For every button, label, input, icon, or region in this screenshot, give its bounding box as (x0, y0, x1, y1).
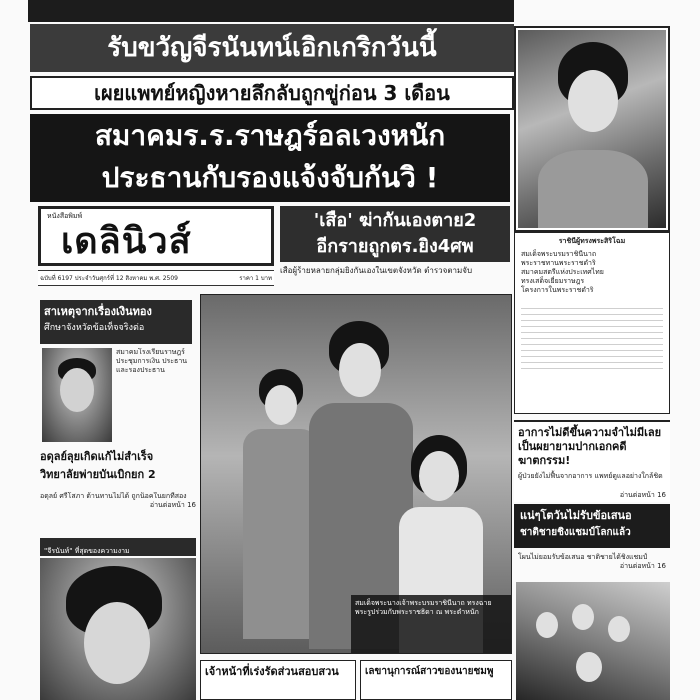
left-story-1-body: สมาคมโรงเรียนราษฎร์ ประชุมการเงิน ประธานและรองประธาน (116, 348, 188, 374)
left-story-1-head-b: ศึกษาจังหวัดข้อเท็จจริงต่อ (44, 323, 145, 333)
right-story-3-head-a: แน่ๆโตวันไม่รับข้อเสนอ (520, 509, 632, 522)
headline-1-bar (30, 24, 514, 72)
left-story-3-caption: "จีรนันท์" ที่สุดของความงาม (44, 547, 130, 555)
headline-3b: ประธานกับรองแจ้งจับกันวิ ! (101, 161, 439, 194)
right-story-2-ref: อ่านต่อหน้า 16 (619, 491, 666, 499)
royal-photo-frame (200, 294, 512, 654)
left-story-1-head-a: สาเหตุจากเรื่องเงินทอง (44, 305, 152, 318)
masthead-issue-bar (38, 270, 274, 286)
right-list-item: ทรงเสด็จเยี่ยมราษฎร (521, 277, 585, 285)
group-photo-bottom-right (516, 582, 670, 700)
tiger-head-line1: 'เสือ' ฆ่ากันเองตาย2 (313, 210, 477, 231)
headline-2-box (30, 76, 514, 110)
right-story-3-text: โผนไม่ยอมรับข้อเสนอ ชาติชายได้ชิงแชมป์ (518, 553, 648, 561)
queen-portrait-frame (514, 26, 670, 232)
right-list (515, 246, 669, 299)
masthead-title: เดลินิวส์ (61, 220, 192, 262)
bottom-story-2-box (360, 660, 512, 700)
left-story-2-head-a: อดุลย์ลุยเกิดแก้ไม่สำเร็จ (40, 450, 154, 463)
royal-photo-caption: สมเด็จพระนางเจ้าพระบรมราชินีนาถ ทรงฉายพระรูปร่วมกับพระราชธิดา ณ พระตำหนัก (355, 599, 492, 616)
left-story-3-caption-bar (40, 538, 196, 556)
right-story-2-body: ผู้ป่วยยังไม่ฟื้นจากอาการ แพทย์ดูแลอย่างใกล้ชิด (518, 472, 663, 480)
headline-3a: สมาคมร.ร.ราษฎร์อลเวงหนัก (94, 119, 446, 152)
tiger-headline-box (280, 206, 510, 262)
right-top-caption: ราชินีผู้ทรงพระสิริโฉม (558, 237, 626, 245)
left-story-2-text: อดุลย์ ศรีโสภา ต้านทานไม่ได้ ถูกน็อคในยกที่สอง (40, 492, 187, 500)
headline-1: รับขวัญจีรนันทน์เอิกเกริกวันนี้ (107, 33, 437, 63)
right-story-3-head-b: ชาติชายชิงแชมป์โลกแล้ว (520, 527, 631, 538)
right-story-2 (514, 420, 670, 502)
tiger-head-line2: อีกรายถูกตร.ยิง4ศพ (316, 236, 474, 257)
bottom-story-1-box (200, 660, 356, 700)
right-list-item: พระราชทานพระราชดำริ (521, 259, 596, 267)
headline-2: เผยแพทย์หญิงหายลึกลับถูกขู่ก่อน 3 เดือน (94, 81, 450, 105)
right-list-item: สมาคมสตรีแห่งประเทศไทย (521, 268, 604, 276)
right-story-2-head-a: อาการไม่ดีขึ้นความจำไม่มีเลย (518, 426, 662, 439)
left-story-2-head-b: วิทยาลัยพ่ายบันเบิกยก 2 (40, 468, 156, 481)
top-banner (28, 0, 514, 22)
right-story-2-head-b: เป็นผยายามปากเอกคดีฆาตกรรม! (518, 440, 627, 467)
issue-line: ฉบับที่ 6197 ประจำวันศุกร์ที่ 12 สิงหาคม พ.ศ. 2509 (40, 275, 178, 282)
man-portrait-photo (42, 348, 112, 442)
left-story-2-body (40, 492, 196, 534)
bottom-story-2: เลขานุการณ์สาวของนายชมพู (365, 666, 494, 677)
bottom-story-1: เจ้าหน้าที่เร่งรัดส่วนสอบสวน (205, 665, 339, 678)
royal-photo-caption-box (351, 595, 511, 653)
right-list-item: สมเด็จพระบรมราชินีนาถ (521, 250, 597, 258)
right-text-block (514, 232, 670, 414)
left-story-1-head-box (40, 300, 192, 344)
right-list-item: โครงการในพระราชดำริ (521, 286, 594, 294)
right-story-3-head-box (514, 504, 670, 548)
headline-3-box (30, 114, 510, 202)
left-story-2-head-box (40, 448, 196, 488)
right-story-3-body (514, 550, 670, 580)
issue-price: ราคา 1 บาท (239, 275, 272, 282)
tiger-body: เสือผู้ร้ายหลายกลุ่มยิงกันเองในเขตจังหวัด ตำรวจตามจับ (280, 266, 473, 275)
right-story-3-ref: อ่านต่อหน้า 16 (619, 562, 666, 570)
left-story-2-ref: อ่านต่อหน้า 16 (149, 501, 196, 509)
masthead (38, 206, 274, 266)
right-body-lines (521, 303, 663, 373)
masthead-small-label: หนังสือพิมพ์ (47, 212, 83, 220)
woman-portrait-photo (40, 558, 196, 700)
queen-portrait-photo (518, 30, 666, 228)
